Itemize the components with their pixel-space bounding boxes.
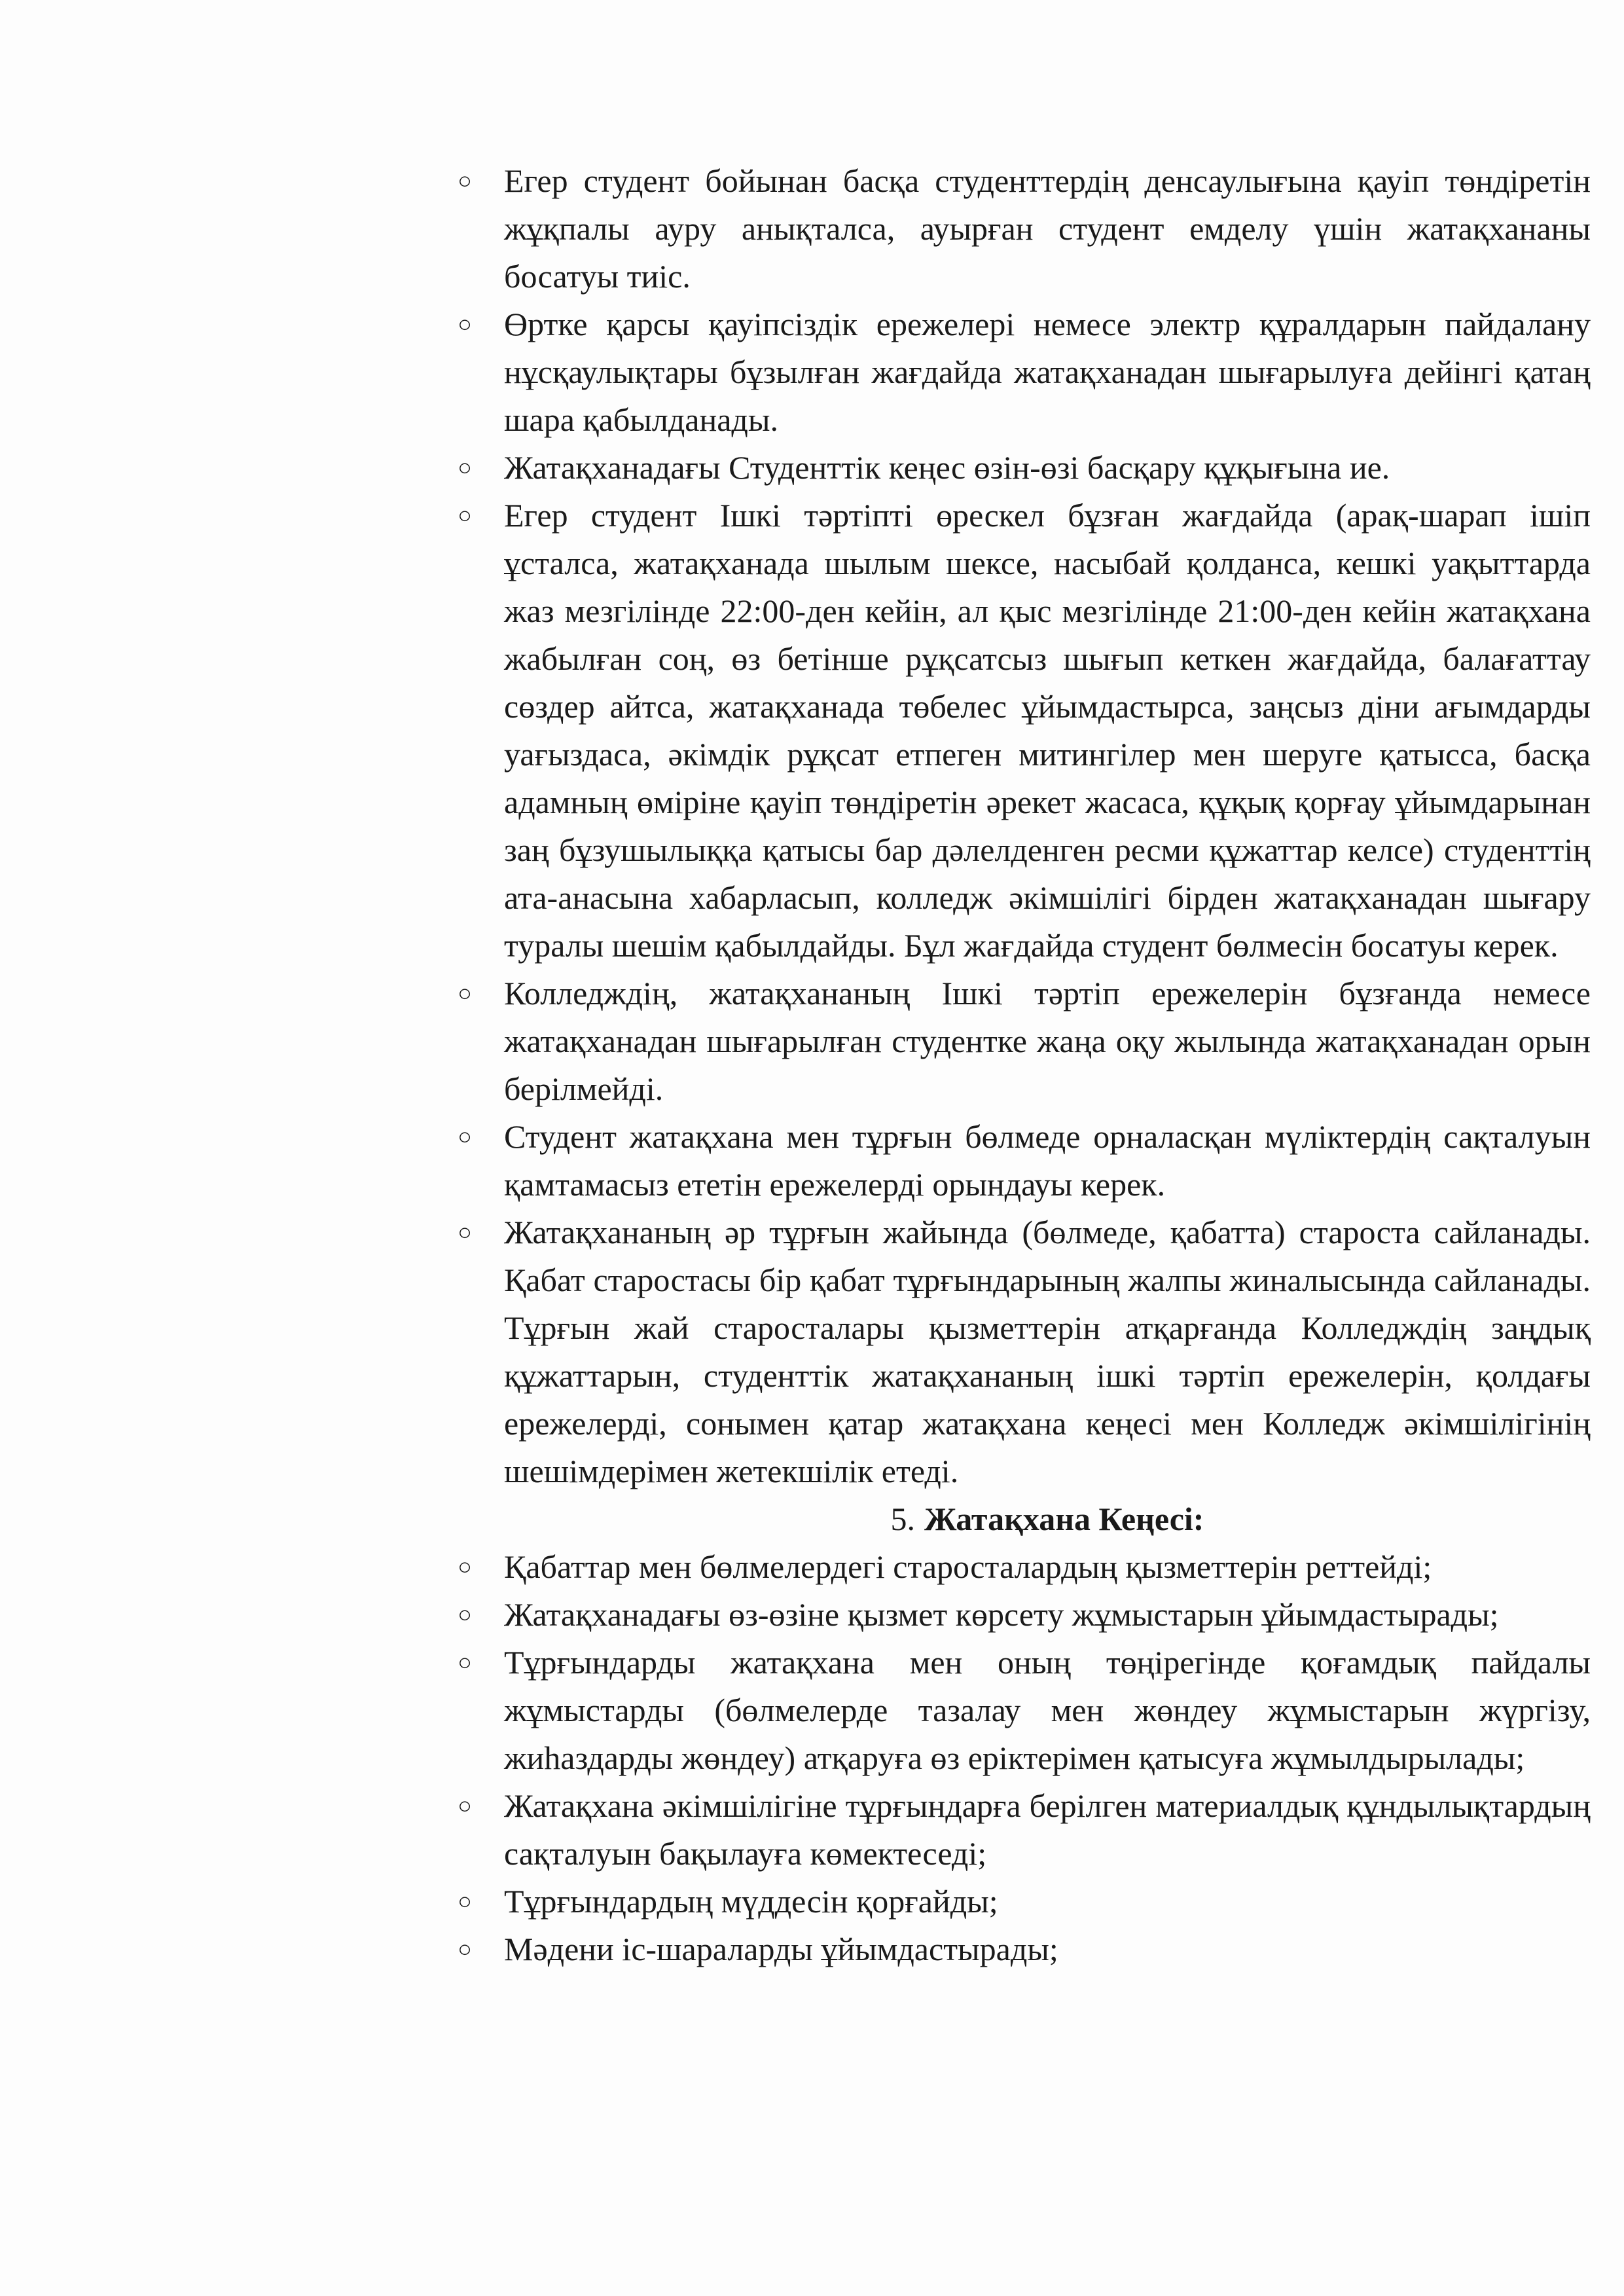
list-item (452, 1113, 1591, 1209)
rules-list (452, 157, 1591, 1495)
section-number: 5. (890, 1501, 916, 1537)
circle-bullet-icon: ○ (458, 1554, 472, 1580)
circle-bullet-icon: ○ (458, 1649, 472, 1675)
list-item-text: Студент жатақхана мен тұрғын бөлмеде орналасқан мүліктердің сақталуын қамтамасыз ететін ережелерді орындауы керек. (504, 1118, 1591, 1203)
list-item (452, 1878, 1591, 1925)
list-item-text: Егер студент бойынан басқа студенттердің денсаулығына қауіп төндіретін жұқпалы ауру анықталса, ауырған студент емделу үшін жатақхананы босатуы тиіс. (504, 162, 1591, 295)
list-item (452, 1543, 1591, 1591)
list-item-text: Тұрғындардың мүддесін қорғайды; (504, 1883, 998, 1920)
circle-bullet-icon: ○ (458, 1123, 472, 1150)
list-item (452, 1591, 1591, 1639)
list-item (452, 970, 1591, 1113)
list-item-text: Жатақхана әкімшілігіне тұрғындарға берілген материалдық құндылықтардың сақталуын бақылауға көмектеседі; (504, 1787, 1591, 1872)
section-title: Жатақхана Кеңесі: (924, 1501, 1204, 1537)
list-item (452, 444, 1591, 492)
circle-bullet-icon: ○ (458, 1219, 472, 1245)
council-duties-list (452, 1543, 1591, 1973)
list-item (452, 492, 1591, 970)
list-item (452, 1925, 1591, 1973)
section-heading (452, 1495, 1591, 1543)
circle-bullet-icon: ○ (458, 1601, 472, 1628)
list-item (452, 1782, 1591, 1878)
circle-bullet-icon: ○ (458, 1888, 472, 1914)
circle-bullet-icon: ○ (458, 168, 472, 194)
circle-bullet-icon: ○ (458, 980, 472, 1006)
circle-bullet-icon: ○ (458, 454, 472, 481)
circle-bullet-icon: ○ (458, 1936, 472, 1962)
circle-bullet-icon: ○ (458, 502, 472, 528)
list-item-text: Жатақханадағы Студенттік кеңес өзін-өзі басқару құқығына ие. (504, 449, 1390, 486)
list-item-text: Өртке қарсы қауіпсіздік ережелері немесе электр құралдарын пайдалану нұсқаулықтары бұзылған жағдайда жатақханадан шығарылуға дейінгі қатаң шара қабылданады. (504, 306, 1591, 438)
list-item-text: Жатақханадағы өз-өзіне қызмет көрсету жұмыстарын ұйымдастырады; (504, 1596, 1499, 1633)
list-item (452, 1639, 1591, 1782)
list-item-text: Мәдени іс-шараларды ұйымдастырады; (504, 1931, 1058, 1967)
list-item-text: Колледждің, жатақхананың Ішкі тәртіп ережелерін бұзғанда немесе жатақханадан шығарылған студентке жаңа оқу жылында жатақханадан орын берілмейді. (504, 975, 1591, 1107)
list-item-text: Жатақхананың әр тұрғын жайында (бөлмеде, қабатта) староста сайланады. Қабат старостасы бір қабат тұрғындарының жалпы жиналысында сайланады. Тұрғын жай старосталары қызметтерін атқарғанда Колледждің заңдық құжаттарын, студенттік жатақхананың ішкі тәртіп ережелерін, қолдағы ережелерді, сонымен қатар жатақхана кеңесі мен Колледж әкімшілігінің шешімдерімен жетекшілік етеді. (504, 1214, 1591, 1489)
list-item (452, 301, 1591, 444)
list-item-text: Тұрғындарды жатақхана мен оның төңірегінде қоғамдық пайдалы жұмыстарды (бөлмелерде тазалау мен жөндеу жұмыстарын жүргізу, жиһаздарды жөндеу) атқаруға өз еріктерімен қатысуға жұмылдырылады; (504, 1644, 1591, 1776)
list-item (452, 157, 1591, 301)
list-item (452, 1209, 1591, 1495)
list-item-text: Қабаттар мен бөлмелердегі старосталардың қызметтерін реттейді; (504, 1548, 1432, 1585)
list-item-text: Егер студент Ішкі тәртіпті өрескел бұзған жағдайда (арақ-шарап ішіп ұсталса, жатақханада шылым шексе, насыбай қолданса, кешкі уақыттарда жаз мезгілінде 22:00-ден кейін, ал қыс мезгілінде 21:00-ден кейін жатақхана жабылған соң, өз бетінше рұқсатсыз шығып кеткен жағдайда, балағаттау сөздер айтса, жатақханада төбелес ұйымдастырса, заңсыз діни ағымдарды уағыздаса, әкімдік рұқсат етпеген митингілер мен шеруге қатысса, басқа адамның өміріне қауіп төндіретін әрекет жасаса, құқық қорғау ұйымдарынан заң бұзушылыққа қатысы бар дәлелденген ресми құжаттар келсе) студенттің ата-анасына хабарласып, колледж әкімшілігі бірден жатақханадан шығару туралы шешім қабылдайды. Бұл жағдайда студент бөлмесін босатуы керек. (504, 497, 1591, 964)
circle-bullet-icon: ○ (458, 311, 472, 337)
circle-bullet-icon: ○ (458, 1793, 472, 1819)
document-body (452, 157, 1591, 1973)
